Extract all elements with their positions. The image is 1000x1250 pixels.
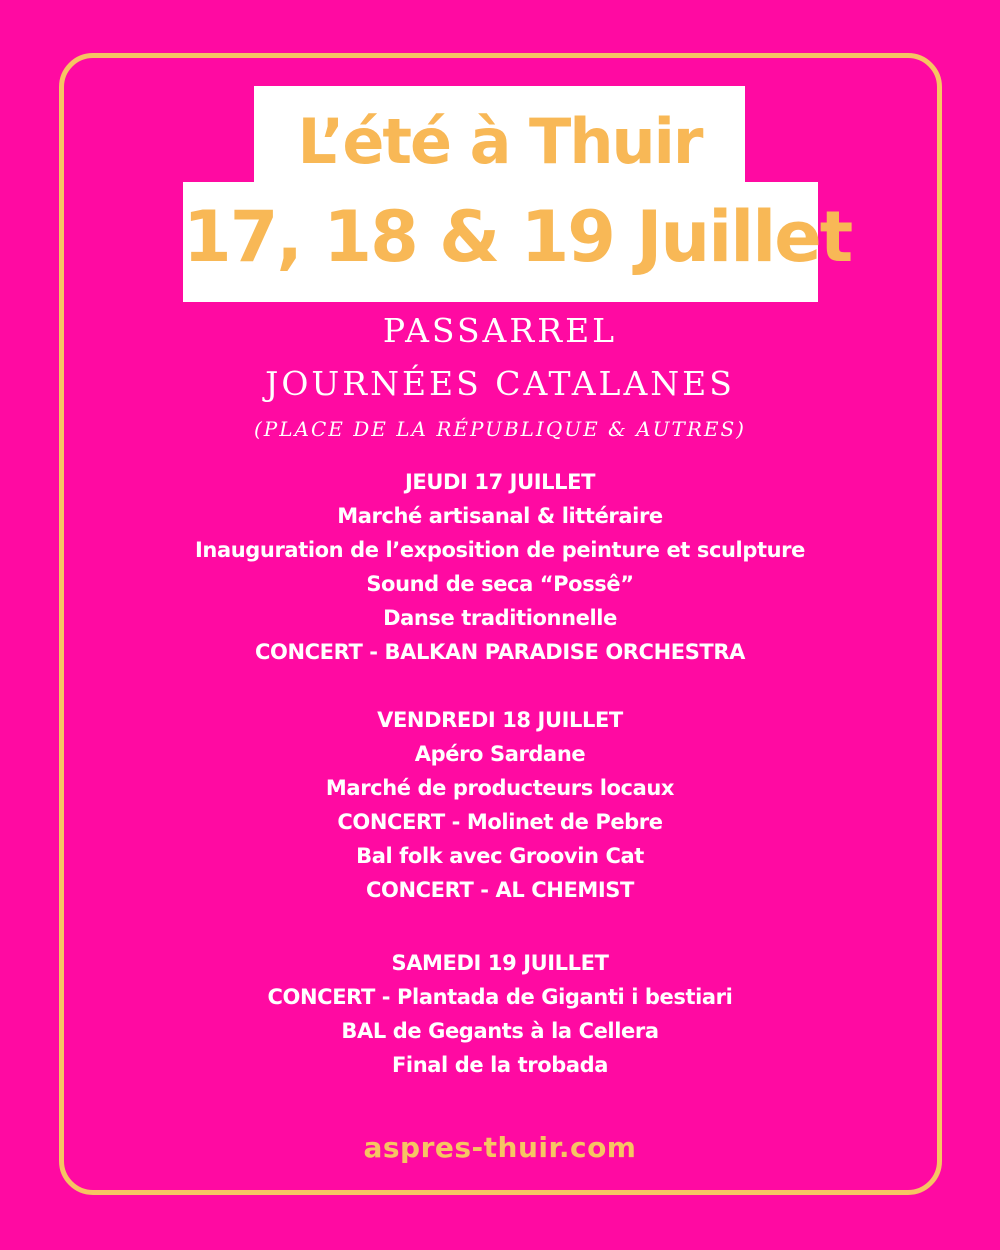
event-item: BAL de Gegants à la Cellera: [341, 1019, 659, 1043]
day-heading: SAMEDI 19 JUILLET: [391, 951, 609, 975]
event-item: CONCERT - Plantada de Giganti i bestiari: [267, 985, 733, 1009]
event-item: Inauguration de l’exposition de peinture et sculpture: [195, 538, 805, 562]
subtitle-passarrel: PASSARREL: [382, 311, 618, 350]
subtitle-journees-catalanes: JOURNÉES CATALANES: [265, 364, 735, 403]
event-item: Danse traditionnelle: [383, 606, 617, 630]
subtitle-location: (PLACE DE LA RÉPUBLIQUE & AUTRES): [254, 417, 746, 441]
event-item: Bal folk avec Groovin Cat: [356, 844, 644, 868]
title-line-2: 17, 18 & 19 Juillet: [183, 182, 818, 302]
day-section-thursday: [0, 465, 1000, 669]
event-item: CONCERT - BALKAN PARADISE ORCHESTRA: [255, 640, 745, 664]
event-item: Apéro Sardane: [414, 742, 586, 766]
day-section-saturday: [0, 946, 1000, 1082]
event-item: CONCERT - AL CHEMIST: [366, 878, 634, 902]
event-item: Final de la trobada: [391, 1053, 609, 1077]
title-line-1: L’été à Thuir: [254, 86, 745, 182]
day-heading: VENDREDI 18 JUILLET: [377, 708, 623, 732]
event-item: Sound de seca “Possê”: [366, 572, 634, 596]
event-item: Marché de producteurs locaux: [325, 776, 675, 800]
event-item: Marché artisanal & littéraire: [337, 504, 663, 528]
day-section-friday: [0, 703, 1000, 907]
event-item: CONCERT - Molinet de Pebre: [337, 810, 663, 834]
day-heading: JEUDI 17 JUILLET: [404, 470, 595, 494]
website-footer: aspres-thuir.com: [363, 1131, 637, 1164]
